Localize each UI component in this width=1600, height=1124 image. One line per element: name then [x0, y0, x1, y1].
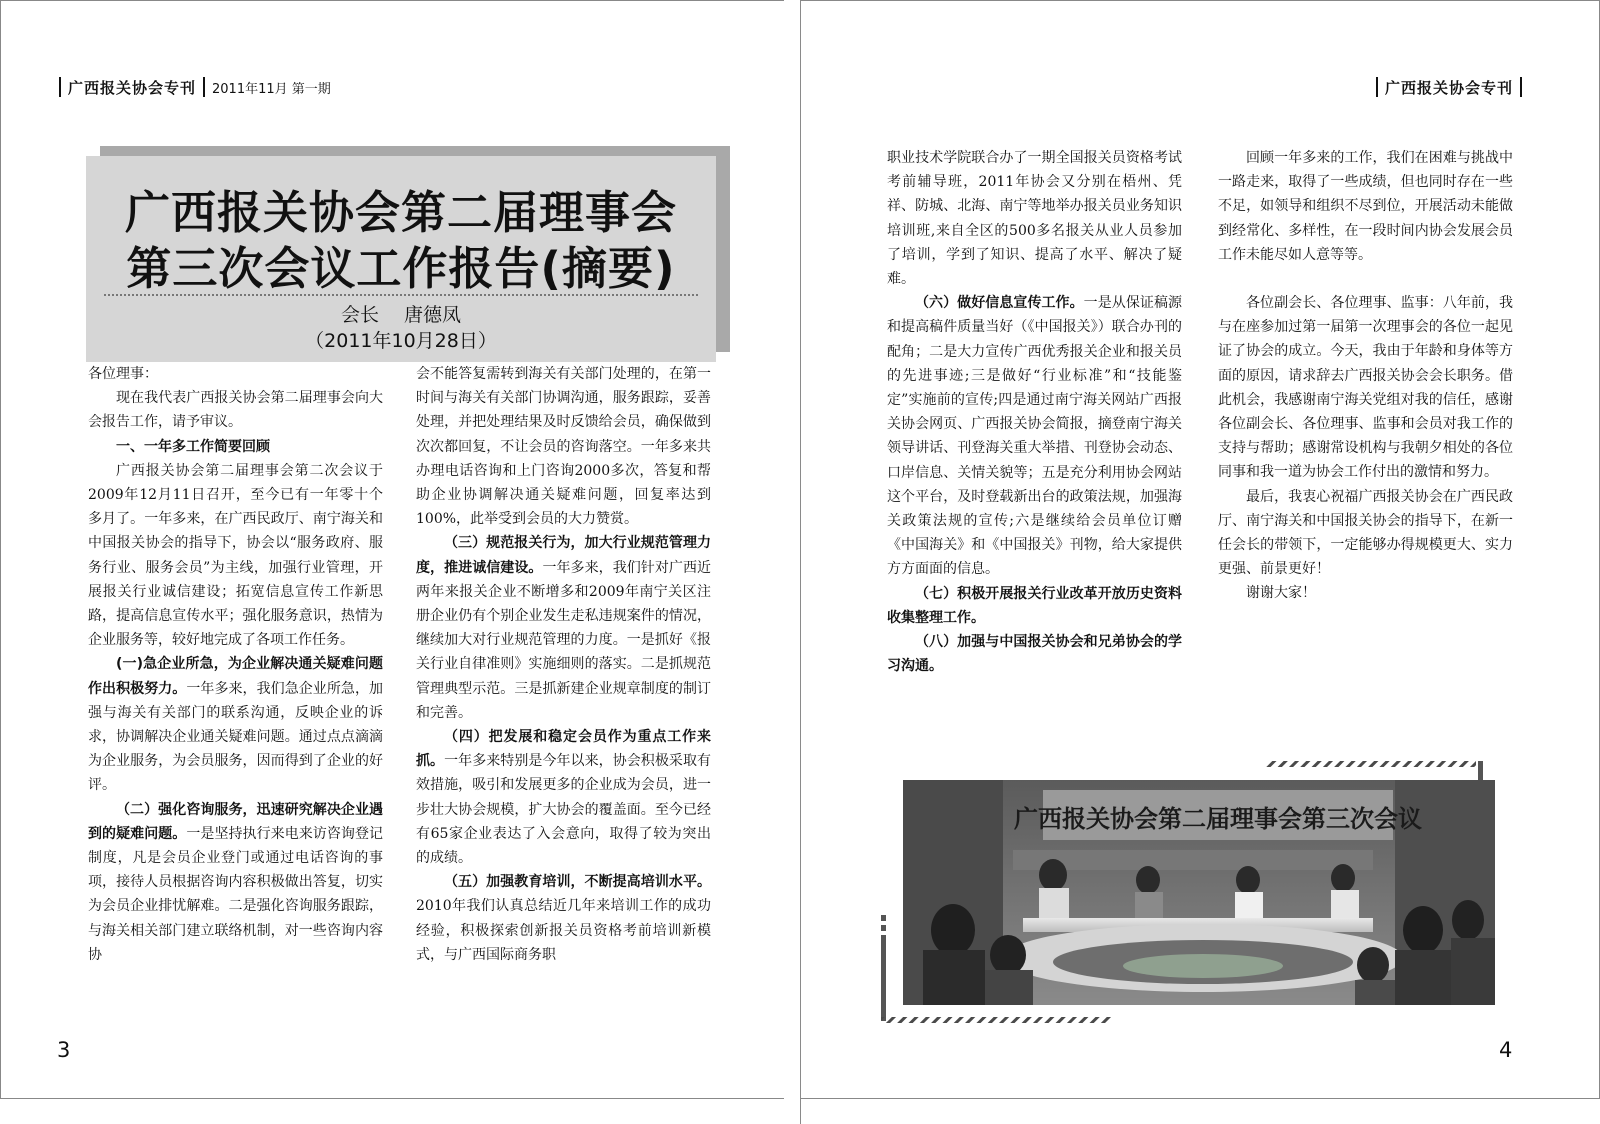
running-header-right [1369, 76, 1529, 98]
item-label: （四）把发展和稳定会员作为重点工作来抓。 [416, 729, 711, 770]
page-number-right: 4 [1499, 1038, 1513, 1062]
paragraph [416, 870, 711, 967]
running-header-title: 广西报关协会专刊 [1385, 78, 1514, 97]
paragraph [887, 291, 1182, 581]
header-bar [1520, 77, 1522, 97]
article-author: 会长 唐德凤 [340, 304, 462, 326]
item-text: 一年多来特别是今年以来，协会积极采取有效措施，吸引和发展更多的企业成为会员，进一步壮大协会规模，扩大协会的覆盖面。至今已经有65家企业表达了入会意向，取得了较为突出的成绩。 [416, 753, 712, 867]
item-label: （五）加强教育培训，不断提高培训水平。 [444, 874, 711, 891]
item-label: （六）做好信息宣传工作。 [915, 295, 1084, 312]
article-date: （2011年10月28日） [305, 330, 497, 352]
meeting-photo [903, 780, 1495, 1005]
item-text: 一年多来，我们针对广西近两年来报关企业不断增多和2009年南宁关区注册企业仍有个别企业发生走私违规案件的情况，继续加大对行业规范管理的力度。一是抓好《报关行业自律准则》实施细则的落实。二是抓规范管理典型示范。三是抓新建企业规章制度的制订和完善。 [416, 559, 712, 721]
right-page [801, 0, 1600, 1124]
running-header-title: 广西报关协会专刊 [68, 78, 197, 97]
title-box [86, 156, 716, 362]
item-text: 2010年我们认真总结近几年来培训工作的成功经验，积极探索创新报关员资格考前培训新模式，与广西国际商务职 [416, 898, 711, 963]
meeting-photo-image [903, 780, 1495, 1005]
paragraph [416, 725, 711, 870]
title-divider [104, 294, 698, 296]
item-label: (一)急企业所急，为企业解决通关疑难问题作出积极努力。 [88, 656, 383, 697]
text-column-3 [887, 146, 1182, 678]
salutation: 各位理事： [88, 366, 158, 382]
paragraph: 广西报关协会第二届理事会第二次会议于2009年12月11日召开，至今已有一年零十个多月了。一年多来，在广西民政厅、南宁海关和中国报关协会的指导下，协会以“服务政府、服务行业、服务会员”为主线，加强行业管理，开展报关行业诚信建设；拓宽信息宣传工作新思路，提高信息宣传水平；强化服务意识，热情为企业服务等，较好地完成了各项工作任务。 [88, 462, 383, 649]
item-text: 一是从保证稿源和提高稿件质量当好（《中国报关》）联合办刊的配角；二是大力宣传广西优秀报关企业和报关员的先进事迹;三是做好“行业标准”和“技能鉴定”实施前的宣传;四是通过南宁海关网站广西报关协会网页、广西报关协会简报，摘登南宁海关领导讲话、刊登海关重大举措、刊登协会动态、口岸信息、关情关貌等；五是充分利用协会网站这个平台，及时登载新出台的政策法规，加强海关政策法规的宣传;六是继续给会员单位订赠《中国海关》和《中国报关》刊物，给大家提供方方面面的信息。 [887, 295, 1183, 578]
article-title-line-2: 第三次会议工作报告(摘要) [126, 242, 676, 295]
header-bar [203, 77, 205, 97]
header-bar [1376, 77, 1378, 97]
item-label: （八）加强与中国报关协会和兄弟协会的学习沟通。 [887, 634, 1182, 675]
paragraph-gap [1218, 267, 1513, 291]
text-column-1 [88, 362, 383, 967]
paragraph: 职业技术学院联合办了一期全国报关员资格考试考前辅导班，2011年协会又分别在梧州、凭祥、防城、北海、南宁等地举办报关员业务知识培训班,来自全区的500多名报关从业人员参加了培训，学到了知识、提高了水平、解决了疑难。 [887, 150, 1182, 288]
text-column-2 [416, 362, 711, 967]
page-number-left: 3 [57, 1038, 71, 1062]
paragraph [88, 798, 383, 967]
article-title-line-1: 广西报关协会第二届理事会 [124, 186, 677, 239]
item-label: （三）规范报关行为，加大行业规范管理力度，推进诚信建设。 [416, 535, 711, 576]
paragraph: 谢谢大家！ [1246, 585, 1316, 602]
paragraph [416, 531, 711, 725]
header-bar [59, 77, 61, 97]
running-header-issue: 2011年11月 第一期 [212, 81, 331, 97]
running-header-left [52, 76, 331, 98]
text-column-4 [1218, 146, 1513, 606]
item-text: 一年多来，我们急企业所急，加强与海关有关部门的联系沟通，反映企业的诉求，协调解决企业通关疑难问题。通过点点滴滴为企业服务，为会员服务，因而得到了企业的好评。 [88, 680, 384, 794]
paragraph: 各位副会长、各位理事、监事：八年前，我与在座参加过第一届第一次理事会的各位一起见证了协会的成立。今天，我由于年龄和身体等方面的原因，请求辞去广西报关协会会长职务。借此机会，我感谢南宁海关党组对我的信任，感谢各位副会长、各位理事、监事和会员对我工作的支持与帮助；感谢常设机构与我朝夕相处的各位同事和我一道为协会工作付出的激情和努力。 [1218, 295, 1513, 481]
paragraph: 会不能答复需转到海关有关部门处理的，在第一时间与海关有关部门协调沟通，服务跟踪，妥善处理，并把处理结果及时反馈给会员，确保做到次次都回复，不让会员的咨询落空。一年多来共办理电话咨询和上门咨询2000多次，答复和帮助企业协调解决通关疑难问题，回复率达到100%，此举受到会员的大力赞赏。 [416, 366, 711, 528]
paragraph: 最后，我衷心祝福广西报关协会在广西民政厅、南宁海关和中国报关协会的指导下，在新一任会长的带领下，一定能够办得规模更大、实力更强、前景更好！ [1218, 488, 1513, 578]
item-text: 一是坚持执行来电来访咨询登记制度，凡是会员企业登门或通过电话咨询的事项，接待人员根据咨询内容积极做出答复，切实为会员企业排忧解难。二是强化咨询服务跟踪，与海关相关部门建立联络机制，对一些咨询内容协 [88, 825, 384, 963]
paragraph: 回顾一年多来的工作，我们在困难与挑战中一路走来，取得了一些成绩，但也同时存在一些不足，如领导和组织不尽到位，开展活动未能做到经常化、多样性，在一段时间内协会发展会员工作未能尽如人意等等。 [1218, 150, 1513, 263]
paragraph [88, 652, 383, 797]
photo-banner-text: 广西报关协会第二届理事会第三次会议 [1014, 805, 1422, 833]
item-label: （七）积极开展报关行业改革开放历史资料收集整理工作。 [887, 585, 1182, 626]
section-heading: 一、一年多工作简要回顾 [116, 438, 270, 455]
item-label: （二）强化咨询服务，迅速研究解决企业遇到的疑难问题。 [88, 801, 383, 842]
paragraph: 现在我代表广西报关协会第二届理事会向大会报告工作，请予审议。 [88, 390, 383, 431]
